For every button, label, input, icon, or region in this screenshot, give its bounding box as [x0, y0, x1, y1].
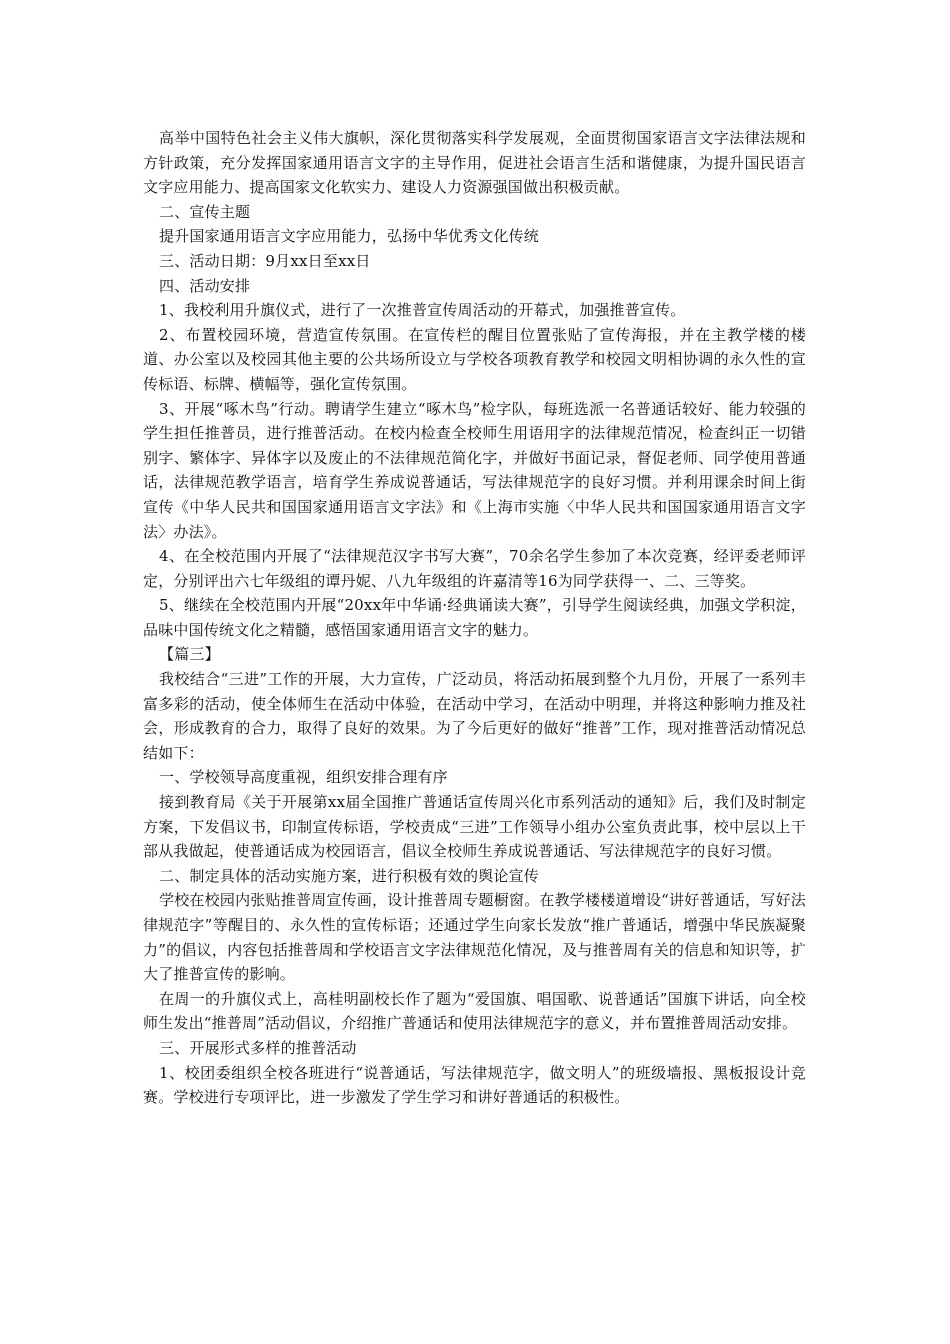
- heading-propaganda-theme: 二、宣传主题: [159, 202, 251, 221]
- paragraph-item-5: 5、继续在全校范围内开展“20xx年中华诵·经典诵读大赛”，引导学生阅读经典，加强文学积淀，品味中国传统文化之精髓，感悟国家通用语言文字的魅力。: [143, 596, 806, 639]
- heading-activity-date: 三、活动日期：9月xx日至xx日: [159, 251, 371, 270]
- heading-section-2: 二、制定具体的活动实施方案，进行积极有效的舆论宣传: [159, 866, 540, 885]
- paragraph-intro: 高举中国特色社会主义伟大旗帜，深化贯彻落实科学发展观，全面贯彻国家语言文字法律法规和方针政策，充分发挥国家通用语言文字的主导作用，促进社会语言生活和谐健康，为提升国民语言文字应用能力、提高国家文化软实力、建设人力资源强国做出积极贡献。: [143, 129, 806, 197]
- paragraph-item-3: 3、开展“啄木鸟”行动。聘请学生建立“啄木鸟”检字队，每班选派一名普通话较好、能力较强的学生担任推普员，进行推普活动。在校内检查全校师生用语用字的法律规范情况，检查纠正一切错别字、繁体字、异体字以及废止的不法律规范简化字，并做好书面记录，督促老师、同学使用普通话，法律规范教学语言，培育学生养成说普通话，写法律规范字的良好习惯。并利用课余时间上街宣传《中华人民共和国国家通用语言文字法》和《上海市实施〈中华人民共和国国家通用语言文字法〉办法》。: [143, 399, 806, 541]
- paragraph-summary-intro: 我校结合“三进”工作的开展，大力宣传，广泛动员，将活动拓展到整个九月份，开展了一系列丰富多彩的活动，使全体师生在活动中体验，在活动中学习，在活动中明理，并将这种影响力推及社会，形成教育的合力，取得了良好的效果。为了今后更好的做好“推普”工作，现对推普活动情况总结如下：: [143, 670, 806, 762]
- paragraph-item-4: 4、在全校范围内开展了“法律规范汉字书写大赛”，70余名学生参加了本次竞赛，经评委老师评定，分别评出六七年级组的谭丹妮、八九年级组的许嘉清等16为同学获得一、二、三等奖。: [143, 547, 806, 590]
- paragraph-section-2a: 学校在校园内张贴推普周宣传画，设计推普周专题橱窗。在教学楼楼道增设“讲好普通话，写好法律规范字”等醒目的、永久性的宣传标语；还通过学生向家长发放“推广普通话，增强中华民族凝聚力”的倡议，内容包括推普周和学校语言文字法律规范化情况，及与推普周有关的信息和知识等，扩大了推普宣传的影响。: [143, 891, 806, 984]
- paragraph-item-2: 2、布置校园环境，营造宣传氛围。在宣传栏的醒目位置张贴了宣传海报，并在主教学楼的楼道、办公室以及校园其他主要的公共场所设立与学校各项教育教学和校园文明相协调的永久性的宣传标语、标牌、横幅等，强化宣传氛围。: [143, 325, 806, 393]
- heading-activity-arrangement: 四、活动安排: [159, 276, 251, 295]
- heading-section-3: 三、开展形式多样的推普活动: [159, 1038, 357, 1057]
- heading-section-1: 一、学校领导高度重视，组织安排合理有序: [159, 768, 448, 787]
- paragraph-section-1: 接到教育局《关于开展第xx届全国推广普通话宣传周兴化市系列活动的通知》后，我们及时制定方案，下发倡议书，印制宣传标语，学校责成“三进”工作领导小组办公室负责此事，校中层以上干部从我做起，使普通话成为校园语言，倡议全校师生养成说普通话、写法律规范字的良好习惯。: [143, 793, 806, 861]
- paragraph-theme: 提升国家通用语言文字应用能力，弘扬中华优秀文化传统: [159, 227, 540, 246]
- paragraph-section-2b: 在周一的升旗仪式上，高桂明副校长作了题为“爱国旗、唱国歌、说普通话”国旗下讲话，向全校师生发出“推普周”活动倡议，介绍推广普通话和使用法律规范字的意义，并布置推普周活动安排。: [143, 989, 806, 1033]
- paragraph-item-1: 1、我校利用升旗仪式，进行了一次推普宣传周活动的开幕式，加强推普宣传。: [159, 301, 686, 320]
- heading-part-three: 【篇三】: [159, 645, 220, 664]
- paragraph-section-3-item-1: 1、校团委组织全校各班进行“说普通话，写法律规范字，做文明人”的班级墙报、黑板报设计竞赛。学校进行专项评比，进一步激发了学生学习和讲好普通话的积极性。: [143, 1063, 806, 1107]
- document-body: [143, 126, 806, 1110]
